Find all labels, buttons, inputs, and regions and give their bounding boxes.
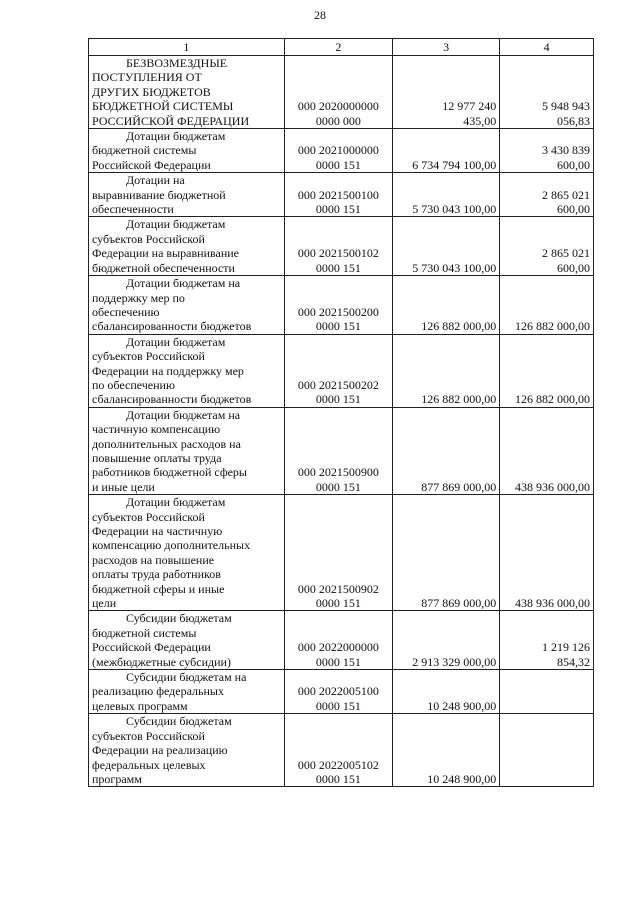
table-row <box>89 407 594 494</box>
amount-col4-cell: 1 219 126 854,32 <box>500 611 594 670</box>
table-row <box>89 495 594 611</box>
column-header: 2 <box>284 39 392 56</box>
row-name-cell: Дотации бюджетам субъектов Российской Федерации на выравнивание бюджетной обеспеченности <box>89 217 285 276</box>
row-name-cell: Дотации на выравнивание бюджетной обеспеченности <box>89 173 285 217</box>
amount-col3-cell: 126 882 000,00 <box>393 276 500 335</box>
amount-col4-cell: 126 882 000,00 <box>500 276 594 335</box>
table-row <box>89 217 594 276</box>
amount-col3-cell: 5 730 043 100,00 <box>393 217 500 276</box>
table-row <box>89 611 594 670</box>
amount-col3-cell: 10 248 900,00 <box>393 670 500 714</box>
amount-col4-cell: 3 430 839 600,00 <box>500 129 594 173</box>
budget-code-cell: 000 2022005100 0000 151 <box>284 670 392 714</box>
table-row <box>89 173 594 217</box>
amount-col4-cell <box>500 670 594 714</box>
column-header: 3 <box>393 39 500 56</box>
row-name-cell: Субсидии бюджетам на реализацию федеральных целевых программ <box>89 670 285 714</box>
table-row <box>89 714 594 787</box>
amount-col4-cell: 2 865 021 600,00 <box>500 173 594 217</box>
budget-code-cell: 000 2022005102 0000 151 <box>284 714 392 787</box>
row-name-cell: Субсидии бюджетам бюджетной системы Российской Федерации (межбюджетные субсидии) <box>89 611 285 670</box>
amount-col4-cell: 126 882 000,00 <box>500 334 594 407</box>
amount-col3-cell: 6 734 794 100,00 <box>393 129 500 173</box>
row-name-cell: Субсидии бюджетам субъектов Российской Федерации на реализацию федеральных целевых программ <box>89 714 285 787</box>
row-name-cell: Дотации бюджетам на частичную компенсацию дополнительных расходов на повышение оплаты труда работников бюджетной сферы и иные цели <box>89 407 285 494</box>
amount-col3-cell: 126 882 000,00 <box>393 334 500 407</box>
amount-col3-cell: 877 869 000,00 <box>393 407 500 494</box>
amount-col4-cell: 438 936 000,00 <box>500 407 594 494</box>
table-body <box>89 56 594 787</box>
budget-code-cell: 000 2021500202 0000 151 <box>284 334 392 407</box>
table-row <box>89 276 594 335</box>
budget-code-cell: 000 2021500900 0000 151 <box>284 407 392 494</box>
column-header: 1 <box>89 39 285 56</box>
amount-col4-cell <box>500 714 594 787</box>
budget-code-cell: 000 2021500200 0000 151 <box>284 276 392 335</box>
row-name-cell: Дотации бюджетам субъектов Российской Федерации на частичную компенсацию дополнительных расходов на повышение оплаты труда работников бюджетной сферы и иные цели <box>89 495 285 611</box>
row-name-cell: БЕЗВОЗМЕЗДНЫЕ ПОСТУПЛЕНИЯ ОТ ДРУГИХ БЮДЖЕТОВ БЮДЖЕТНОЙ СИСТЕМЫ РОССИЙСКОЙ ФЕДЕРАЦИИ <box>89 56 285 129</box>
budget-code-cell: 000 2021500100 0000 151 <box>284 173 392 217</box>
amount-col4-cell: 5 948 943 056,83 <box>500 56 594 129</box>
amount-col3-cell: 877 869 000,00 <box>393 495 500 611</box>
budget-code-cell: 000 2022000000 0000 151 <box>284 611 392 670</box>
row-name-cell: Дотации бюджетам на поддержку мер по обеспечению сбалансированности бюджетов <box>89 276 285 335</box>
page-number: 28 <box>314 8 326 22</box>
amount-col3-cell: 12 977 240 435,00 <box>393 56 500 129</box>
amount-col3-cell: 2 913 329 000,00 <box>393 611 500 670</box>
amount-col4-cell: 438 936 000,00 <box>500 495 594 611</box>
column-header: 4 <box>500 39 594 56</box>
budget-revenue-table <box>88 38 594 787</box>
budget-code-cell: 000 2021500102 0000 151 <box>284 217 392 276</box>
amount-col4-cell: 2 865 021 600,00 <box>500 217 594 276</box>
table-row <box>89 334 594 407</box>
row-name-cell: Дотации бюджетам бюджетной системы Российской Федерации <box>89 129 285 173</box>
row-name-cell: Дотации бюджетам субъектов Российской Федерации на поддержку мер по обеспечению сбалансированности бюджетов <box>89 334 285 407</box>
budget-code-cell: 000 2021500902 0000 151 <box>284 495 392 611</box>
table-row <box>89 129 594 173</box>
budget-code-cell: 000 2020000000 0000 000 <box>284 56 392 129</box>
budget-code-cell: 000 2021000000 0000 151 <box>284 129 392 173</box>
column-number-row <box>89 39 594 56</box>
table-row <box>89 56 594 129</box>
amount-col3-cell: 5 730 043 100,00 <box>393 173 500 217</box>
amount-col3-cell: 10 248 900,00 <box>393 714 500 787</box>
table-row <box>89 670 594 714</box>
